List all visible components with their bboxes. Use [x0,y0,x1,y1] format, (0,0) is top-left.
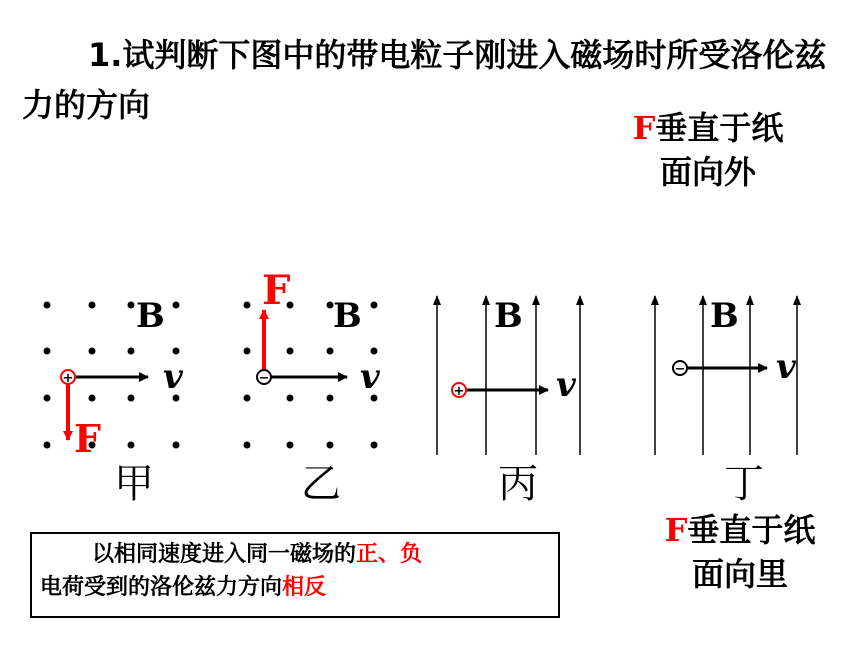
charge-sign: + [453,384,465,399]
question-body: 试判断下图中的带电粒子刚进入磁场时所受洛伦兹力的方向 [22,36,827,124]
conclusion-box [30,532,560,618]
diagram-ding [655,296,797,455]
conclusion-text: 电荷受到的洛伦兹力方向 [40,575,283,600]
diagram-yi [244,267,382,449]
caption-ding: 丁 [724,461,764,507]
force-symbol: F [664,511,688,549]
conclusion-highlight: 正、负 [356,542,423,567]
field-label-b: B [136,296,165,336]
force-label: F [74,416,101,461]
velocity-label: v [556,365,576,405]
force-annotation-in [640,508,840,596]
question-number: 1. [88,36,123,74]
annotation-line: 垂直于纸 [687,511,816,549]
field-label-b: B [494,296,523,336]
velocity-label: v [360,357,380,397]
caption-jia: 甲 [114,461,154,507]
charge-sign: − [258,371,270,386]
force-label: F [262,267,291,314]
velocity-label: v [163,357,183,397]
caption-bing: 丙 [498,461,538,507]
annotation-line: 面向外 [659,153,756,191]
velocity-label: v [776,347,796,387]
force-symbol: F [632,109,656,147]
caption-yi: 乙 [301,461,341,507]
charge-sign: + [62,371,74,386]
diagram-bing [437,296,580,455]
diagram-jia [44,296,185,461]
annotation-line: 面向里 [691,555,788,593]
charge-sign: − [674,362,686,377]
conclusion-text: 以相同速度进入同一磁场的 [92,542,357,567]
conclusion-highlight: 相反 [282,575,327,600]
field-label-b: B [710,296,739,336]
annotation-line: 垂直于纸 [655,109,784,147]
field-label-b: B [333,296,362,336]
